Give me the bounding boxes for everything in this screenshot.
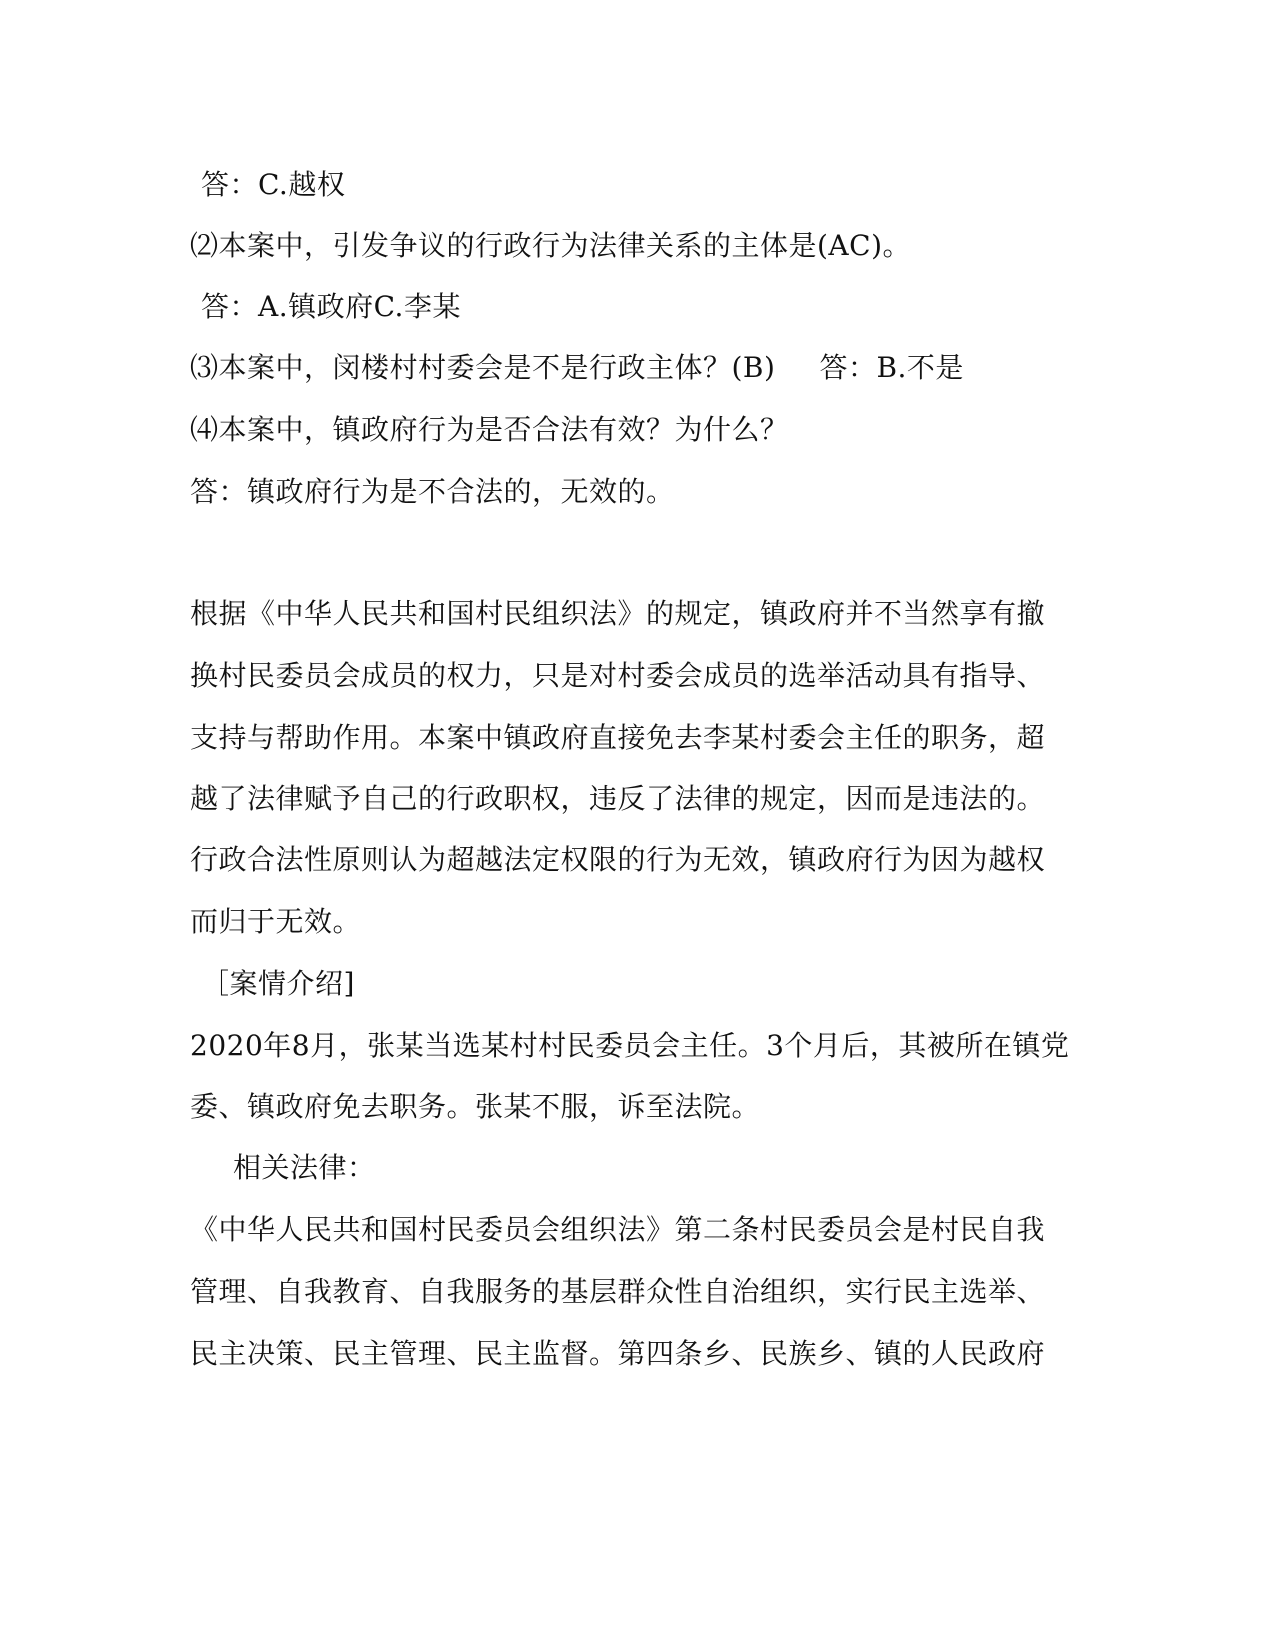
answer-line: 答：A.镇政府C.李某 <box>201 290 461 323</box>
section-heading: ［案情介绍] <box>201 967 355 1000</box>
paragraph-line: 2020年8月，张某当选某村村民委员会主任。3个月后，其被所在镇党 <box>190 1029 1070 1062</box>
paragraph-line: 而归于无效。 <box>190 905 362 938</box>
question-answer-line <box>190 350 964 386</box>
paragraph-line: 支持与帮助作用。本案中镇政府直接免去李某村委会主任的职务，超 <box>190 721 1046 754</box>
paragraph-line: 管理、自我教育、自我服务的基层群众性自治组织，实行民主选举、 <box>190 1275 1046 1308</box>
paragraph-line: 民主决策、民主管理、民主监督。第四条乡、民族乡、镇的人民政府 <box>190 1337 1046 1370</box>
paragraph-line: 换村民委员会成员的权力，只是对村委会成员的选举活动具有指导、 <box>190 659 1046 692</box>
answer-text: 答：B.不是 <box>819 351 964 384</box>
answer-line: 答：C.越权 <box>201 168 346 201</box>
question-text: ⑶本案中，闵楼村村委会是不是行政主体？(B) <box>190 351 776 384</box>
question-line: ⑵本案中，引发争议的行政行为法律关系的主体是(AC)。 <box>190 229 911 262</box>
paragraph-line: 委、镇政府免去职务。张某不服，诉至法院。 <box>190 1090 761 1123</box>
paragraph-line: 行政合法性原则认为超越法定权限的行为无效，镇政府行为因为越权 <box>190 843 1046 876</box>
paragraph-line: 越了法律赋予自己的行政职权，违反了法律的规定，因而是违法的。 <box>190 782 1046 815</box>
paragraph-line: 《中华人民共和国村民委员会组织法》第二条村民委员会是村民自我 <box>190 1213 1046 1246</box>
question-line: ⑷本案中，镇政府行为是否合法有效？为什么？ <box>190 413 789 446</box>
paragraph-line: 根据《中华人民共和国村民组织法》的规定，镇政府并不当然享有撤 <box>190 597 1046 630</box>
related-law-label: 相关法律： <box>233 1151 376 1184</box>
answer-line: 答：镇政府行为是不合法的，无效的。 <box>190 475 675 508</box>
